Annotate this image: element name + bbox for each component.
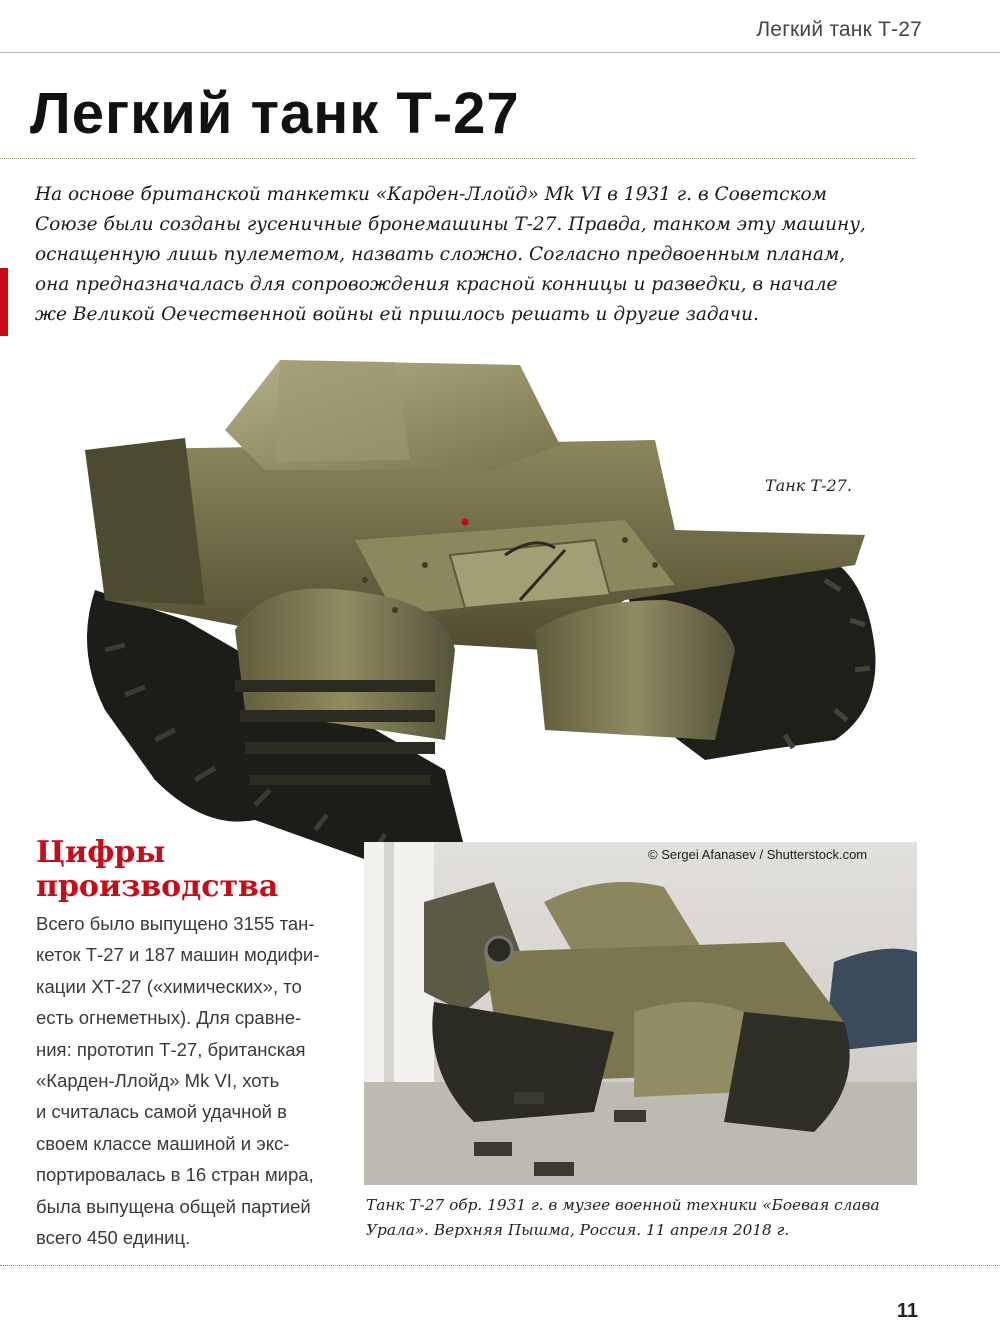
- tank-photo-main: [65, 350, 895, 890]
- production-line: Всего было выпущено 3155 тан-: [36, 913, 315, 934]
- production-line: есть огнеметных). Для сравне-: [36, 1007, 302, 1029]
- intro-line: оснащенную лишь пулеметом, назвать сложно. Согласно предвоенным планам,: [35, 244, 846, 265]
- page-title: Легкий танк Т-27: [30, 81, 520, 146]
- production-line: кации ХТ-27 («химических», то: [36, 975, 302, 997]
- production-text: [36, 908, 336, 1253]
- intro-paragraph: [35, 180, 910, 330]
- production-heading: [36, 836, 278, 904]
- title-rule: [0, 158, 915, 159]
- footer-rule: [0, 1265, 1000, 1266]
- production-line: кеток Т-27 и 187 машин модифи-: [36, 944, 320, 966]
- caption-line: Урала». Верхняя Пышма, Россия. 11 апреля 2018 г.: [366, 1221, 790, 1239]
- accent-side-bar: [0, 268, 8, 336]
- production-line: своем классе машиной и экс-: [36, 1132, 290, 1154]
- intro-line: На основе британской танкетки «Карден-Ллойд» Mk VI в 1931 г. в Советском: [35, 184, 827, 205]
- main-photo-caption: Танк Т-27.: [765, 476, 852, 495]
- production-line: и считалась самой удачной в: [36, 1101, 287, 1123]
- caption-line: Танк Т-27 обр. 1931 г. в музее военной техники «Боевая слава: [366, 1196, 880, 1214]
- running-header: Легкий танк Т-27: [756, 18, 922, 41]
- photo-credit: © Sergei Afanasev / Shutterstock.com: [648, 847, 868, 862]
- intro-line: Союзе были созданы гусеничные бронемашины Т-27. Правда, танком эту машину,: [35, 214, 866, 235]
- production-line: была выпущена общей партией: [36, 1195, 311, 1217]
- tank-photo-museum: [364, 842, 917, 1185]
- production-line: портировалась в 16 стран мира,: [36, 1164, 314, 1186]
- page-number: 11: [896, 1300, 918, 1322]
- museum-photo-caption: [366, 1193, 926, 1243]
- header-rule: [0, 52, 1000, 53]
- intro-line: она предназначалась для сопровождения красной конницы и разведки, в начале: [35, 274, 838, 295]
- production-heading-line: производства: [36, 869, 279, 904]
- production-heading-line: Цифры: [36, 835, 166, 870]
- intro-line: же Великой Оечественной войны ей пришлось решать и другие задачи.: [35, 304, 759, 325]
- production-line: ния: прототип Т-27, британская: [36, 1038, 306, 1060]
- production-line: «Карден-Ллойд» Mk VI, хоть: [36, 1070, 280, 1092]
- production-line: всего 450 единиц.: [36, 1227, 191, 1249]
